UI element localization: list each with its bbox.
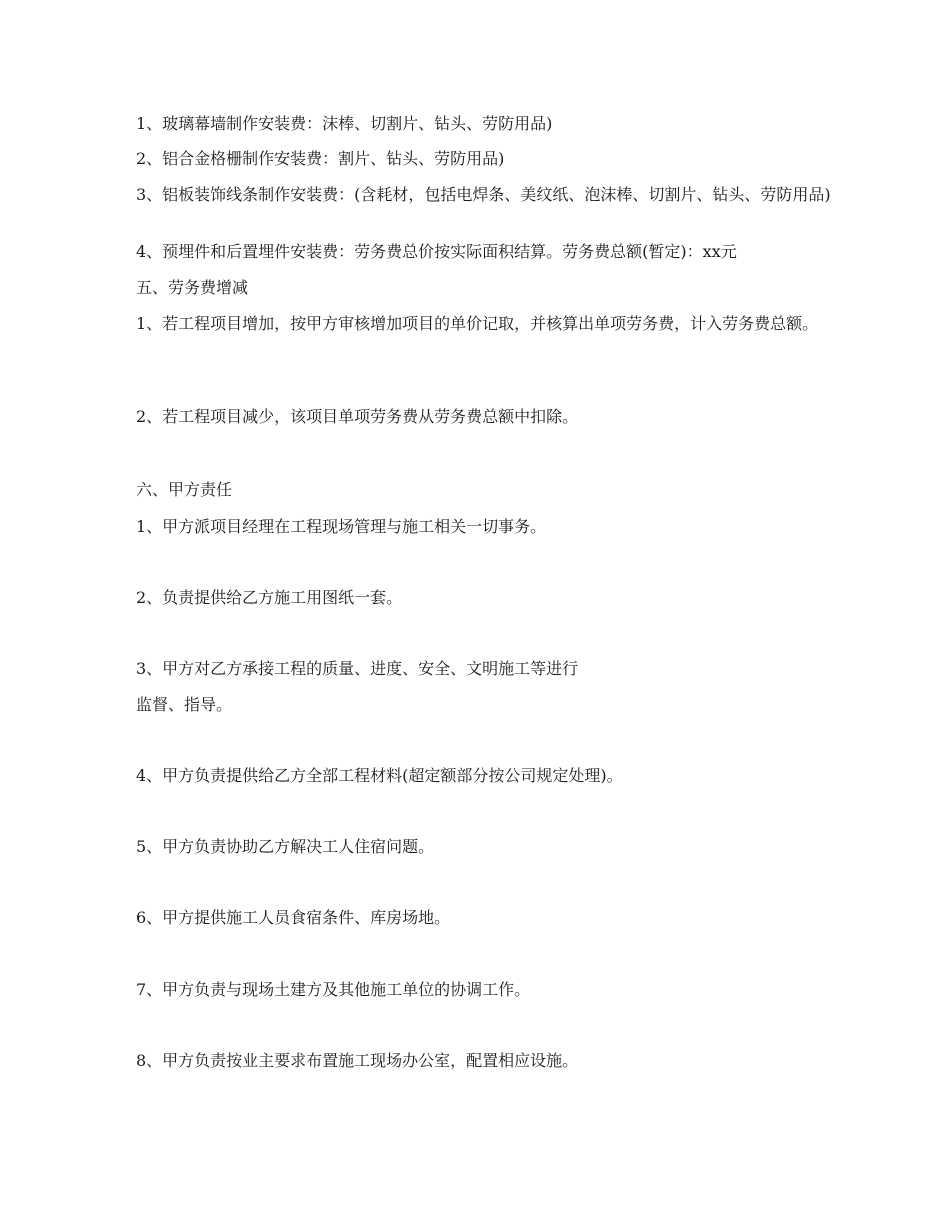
paragraph-site-office: 8、甲方负责按业主要求布置施工现场办公室，配置相应设施。 xyxy=(136,1051,579,1070)
paragraph-accommodation: 5、甲方负责协助乙方解决工人住宿问题。 xyxy=(136,837,435,856)
paragraph-food-storage: 6、甲方提供施工人员食宿条件、库房场地。 xyxy=(136,908,451,927)
paragraph-project-increase: 1、若工程项目增加，按甲方审核增加项目的单价记取，并核算出单项劳务费，计入劳务费总额。 xyxy=(136,314,819,333)
paragraph-drawings: 2、负责提供给乙方施工用图纸一套。 xyxy=(136,588,403,607)
paragraph-project-decrease: 2、若工程项目减少，该项目单项劳务费从劳务费总额中扣除。 xyxy=(136,407,579,426)
paragraph-supervision-continued: 监督、指导。 xyxy=(136,695,233,714)
paragraph-embedded-parts: 4、预埋件和后置埋件安装费：劳务费总价按实际面积结算。劳务费总额(暂定)：xx元 xyxy=(136,242,737,261)
paragraph-coordination: 7、甲方负责与现场土建方及其他施工单位的协调工作。 xyxy=(136,980,531,999)
section-heading-five: 五、劳务费增减 xyxy=(136,278,249,297)
paragraph-aluminum-trim: 3、铝板装饰线条制作安装费：(含耗材，包括电焊条、美纹纸、泡沫棒、切割片、钻头、劳防用品) xyxy=(136,185,831,204)
paragraph-supervision: 3、甲方对乙方承接工程的质量、进度、安全、文明施工等进行 xyxy=(136,659,579,678)
paragraph-aluminum-grille: 2、铝合金格栅制作安装费：割片、钻头、劳防用品) xyxy=(136,149,505,168)
paragraph-party-a-manager: 1、甲方派项目经理在工程现场管理与施工相关一切事务。 xyxy=(136,517,547,536)
paragraph-materials: 4、甲方负责提供给乙方全部工程材料(超定额部分按公司规定处理)。 xyxy=(136,766,623,785)
section-heading-six: 六、甲方责任 xyxy=(136,480,233,499)
paragraph-glass-curtain-wall: 1、玻璃幕墙制作安装费：沫棒、切割片、钻头、劳防用品) xyxy=(136,114,553,133)
